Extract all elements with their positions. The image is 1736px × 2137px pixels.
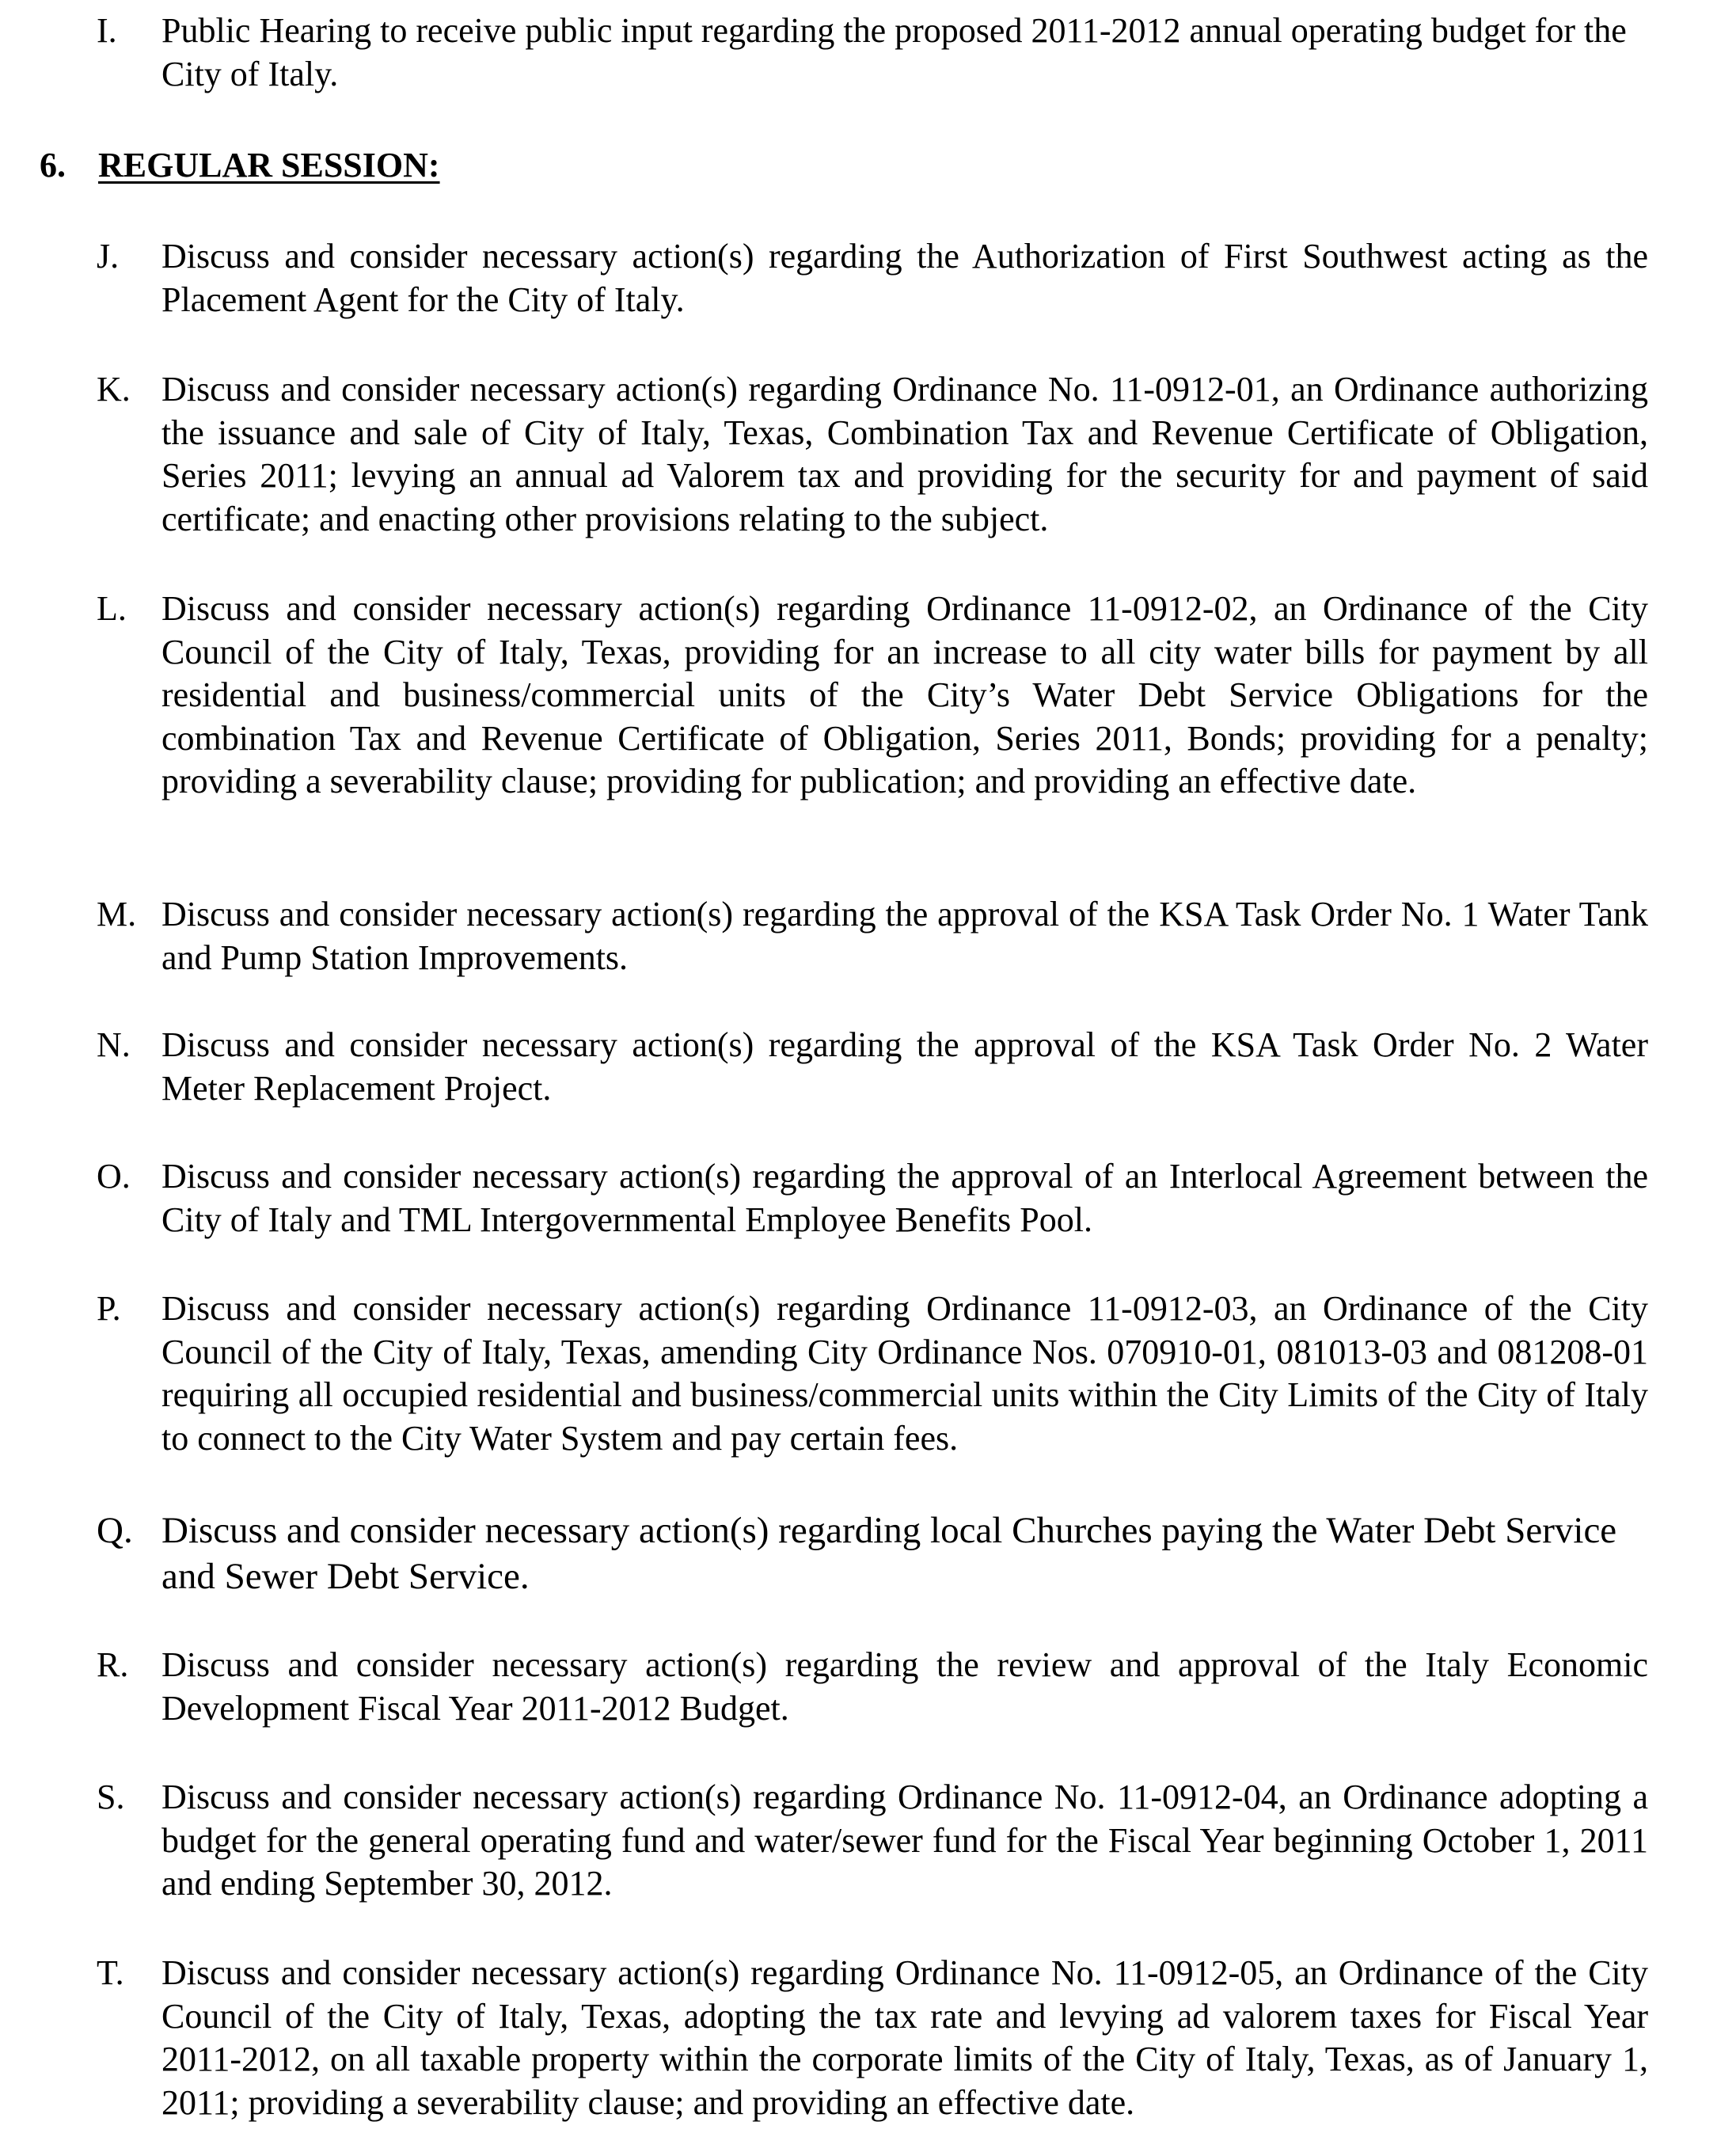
item-letter: L.: [97, 589, 127, 628]
item-letter: S.: [97, 1778, 125, 1816]
item-letter: N.: [97, 1025, 131, 1064]
section-number: 6.: [40, 146, 66, 184]
agenda-item-n: [97, 1024, 1648, 1110]
agenda-item-i: [97, 10, 1648, 96]
item-letter: P.: [97, 1289, 121, 1328]
item-text: Discuss and consider necessary action(s) regarding Ordinance 11-0912-03, an Ordinance of the City Council of the City of Italy, Texas, amending City Ordinance Nos. 070910-01, 081013-03 and 081208-01 requiring all occupied residential and business/commercial units within the City Limits of the City of Italy to connect to the City Water System and pay certain fees.: [161, 1289, 1648, 1458]
item-letter: I.: [97, 11, 117, 50]
item-letter: R.: [97, 1645, 129, 1684]
item-letter: T.: [97, 1953, 124, 1992]
agenda-item-q: [97, 1508, 1648, 1599]
item-text: Discuss and consider necessary action(s) regarding the approval of the KSA Task Order No. 1 Water Tank and Pump Station Improvements.: [161, 895, 1648, 977]
item-text: Discuss and consider necessary action(s) regarding Ordinance No. 11-0912-04, an Ordinance adopting a budget for the general operating fund and water/sewer fund for the Fiscal Year beginning October 1, 2011 and ending September 30, 2012.: [161, 1778, 1648, 1903]
agenda-item-l: [97, 587, 1648, 804]
item-letter: Q.: [97, 1510, 133, 1551]
item-text: Discuss and consider necessary action(s) regarding Ordinance No. 11-0912-05, an Ordinance of the City Council of the City of Italy, Texas, adopting the tax rate and levying ad valorem taxes for Fiscal Year 2011-2012, on all taxable property within the corporate limits of the City of Italy, Texas, as of January 1, 2011; providing a severability clause; and providing an effective date.: [161, 1953, 1648, 2122]
agenda-item-s: [97, 1776, 1648, 1906]
agenda-item-j: [97, 235, 1648, 321]
agenda-item-p: [97, 1287, 1648, 1460]
item-text: Discuss and consider necessary action(s) regarding the approval of the KSA Task Order No. 2 Water Meter Replacement Project.: [161, 1025, 1648, 1108]
agenda-item-k: [97, 368, 1648, 541]
agenda-item-t: [97, 1952, 1648, 2124]
item-text: Public Hearing to receive public input regarding the proposed 2011-2012 annual operating budget for the City of Italy.: [161, 11, 1627, 93]
item-text: Discuss and consider necessary action(s) regarding the Authorization of First Southwest acting as the Placement Agent for the City of Italy.: [161, 237, 1648, 319]
item-text: Discuss and consider necessary action(s) regarding the review and approval of the Italy Economic Development Fiscal Year 2011-2012 Budget.: [161, 1645, 1648, 1728]
item-text: Discuss and consider necessary action(s) regarding Ordinance No. 11-0912-01, an Ordinance authorizing the issuance and sale of City of Italy, Texas, Combination Tax and Revenue Certificate of Obligation, Series 2011; levying an annual ad Valorem tax and providing for the security for and payment of said certificate; and enacting other provisions relating to the subject.: [161, 370, 1648, 538]
item-text: Discuss and consider necessary action(s) regarding the approval of an Interlocal Agreement between the City of Italy and TML Intergovernmental Employee Benefits Pool.: [161, 1157, 1648, 1239]
item-letter: M.: [97, 895, 137, 934]
item-text: Discuss and consider necessary action(s) regarding local Churches paying the Water Debt Service and Sewer Debt Service.: [161, 1510, 1617, 1597]
section-title: REGULAR SESSION:: [98, 146, 440, 184]
agenda-item-r: [97, 1644, 1648, 1730]
item-letter: O.: [97, 1157, 131, 1196]
item-letter: J.: [97, 237, 120, 276]
agenda-item-m: [97, 893, 1648, 979]
item-text: Discuss and consider necessary action(s) regarding Ordinance 11-0912-02, an Ordinance of the City Council of the City of Italy, Texas, providing for an increase to all city water bills for payment by all residential and business/commercial units of the City’s Water Debt Service Obligations for the combination Tax and Revenue Certificate of Obligation, Series 2011, Bonds; providing for a penalty; providing a severability clause; providing for publication; and providing an effective date.: [161, 589, 1648, 800]
item-letter: K.: [97, 370, 131, 409]
agenda-item-o: [97, 1155, 1648, 1242]
section-heading: [40, 144, 440, 187]
